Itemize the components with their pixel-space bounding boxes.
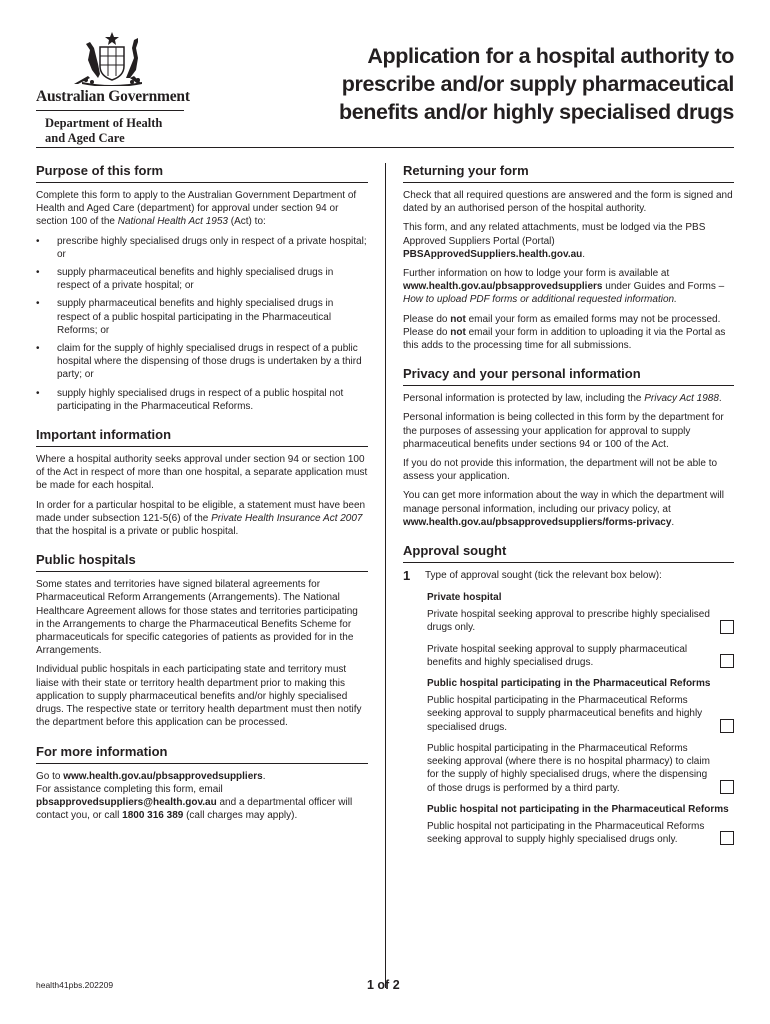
coat-of-arms-icon bbox=[68, 30, 156, 86]
document-title-line3: benefits and/or highly specialised drugs bbox=[339, 100, 734, 124]
page-number: 1 of 2 bbox=[367, 978, 400, 992]
purpose-item-text: supply highly specialised drugs in respect of a public hospital not participating in the Pharmaceutical Reforms. bbox=[57, 387, 344, 412]
important-section bbox=[36, 427, 368, 538]
guide-title: How to upload PDF forms or additional requested information. bbox=[403, 294, 677, 306]
purpose-list-item bbox=[36, 266, 368, 292]
public-paragraph-1: Some states and territories have signed bilateral agreements for Pharmaceutical Reform Arrangements (Arrangements). The National Healthcare Agreement allows for those states and territories participating in the Arrangements to charge the Pharmaceutical Benefits Scheme for pharmaceuticals for specific categories of patients as provided for in the Arrangements. bbox=[36, 579, 358, 657]
purpose-list bbox=[36, 235, 368, 413]
option-label: Private hospital seeking approval to prescribe highly specialised drugs only. bbox=[427, 609, 710, 634]
section-rule bbox=[36, 446, 368, 447]
important-p2-end: that the hospital is a private or public hospital. bbox=[36, 526, 239, 538]
public-paragraph-2: Individual public hospitals in each participating state and territory must liaise with their state or territory health department prior to making this application to supply pharmaceutical benefits and/or highly specialised drugs. The respective state or territory health department must then notify the department before this application can be processed. bbox=[36, 664, 362, 729]
section-rule bbox=[403, 385, 734, 386]
option-checkbox[interactable] bbox=[720, 719, 734, 733]
more-info-heading: For more information bbox=[36, 743, 168, 759]
approval-options bbox=[427, 591, 734, 846]
bullet: • bbox=[36, 267, 40, 279]
portal-link[interactable]: PBSApprovedSuppliers.health.gov.au bbox=[403, 248, 583, 260]
more-info-section bbox=[36, 744, 368, 823]
important-paragraph-2 bbox=[36, 499, 368, 539]
privacy-paragraph-1 bbox=[403, 392, 734, 405]
privacy-link[interactable]: www.health.gov.au/pbsapprovedsuppliers/forms-privacy bbox=[403, 516, 672, 528]
purpose-item-text: prescribe highly specialised drugs only in respect of a private hospital; or bbox=[57, 235, 367, 260]
purpose-heading: Purpose of this form bbox=[36, 163, 164, 178]
privacy-paragraph-3: If you do not provide this information, the department will not be able to assess your application. bbox=[403, 458, 718, 483]
option-checkbox[interactable] bbox=[720, 654, 734, 668]
returning-p3-mid: under Guides and Forms – bbox=[602, 281, 725, 293]
bullet: • bbox=[36, 343, 40, 355]
option-checkbox[interactable] bbox=[720, 831, 734, 845]
goto-text: Go to bbox=[36, 770, 64, 782]
returning-paragraph-4 bbox=[403, 313, 734, 353]
purpose-list-item bbox=[36, 235, 368, 261]
returning-p4-end: email your form in addition to uploading it via the Portal as this adds to the processing time for all submissions. bbox=[403, 326, 726, 352]
returning-section bbox=[403, 163, 734, 352]
left-column bbox=[36, 163, 368, 836]
returning-p2-end: . bbox=[582, 248, 586, 260]
section-rule bbox=[403, 182, 734, 183]
right-column bbox=[403, 163, 734, 854]
privacy-paragraph-2: Personal information is being collected in this form by the department for the purposes of assessing your application for approval to supply pharmaceutical benefits under sections 94 or 100 of the Act. bbox=[403, 412, 724, 450]
department-name bbox=[45, 116, 186, 146]
logo-divider bbox=[36, 110, 184, 111]
privacy-p4-text: You can get more information about the way in which the department will manage personal information, including our privacy policy, at bbox=[403, 490, 724, 515]
option-label: Public hospital participating in the Pharmaceutical Reforms seeking approval (where there is no hospital pharmacy) to claim for the supply of highly specialised drugs, where the dispensing of those drugs is performed by a third party. bbox=[427, 742, 710, 794]
privacy-p1-end: . bbox=[718, 393, 722, 405]
public-hospitals-section bbox=[36, 552, 368, 729]
approval-heading: Approval sought bbox=[403, 543, 507, 559]
department-name-line2: and Aged Care bbox=[45, 131, 125, 145]
header-divider bbox=[36, 147, 734, 148]
purpose-list-item bbox=[36, 342, 368, 382]
phone-number[interactable]: 1800 316 389 bbox=[122, 810, 184, 822]
section-rule bbox=[403, 562, 734, 563]
public-hospitals-heading: Public hospitals bbox=[36, 552, 136, 568]
important-paragraph-1: Where a hospital authority seeks approval under section 94 or section 100 of the Act in respect of more than one hospital, a separate application must be made for each hospital. bbox=[36, 454, 368, 492]
purpose-item-text: supply pharmaceutical benefits and highly specialised drugs in respect of a public hospital participating in the Pharmaceutical Reforms; or bbox=[57, 298, 334, 336]
returning-paragraph-1: Check that all required questions are answered and the form is signed and dated by an authorised person of the hospital authority. bbox=[403, 190, 733, 215]
option-private-prescribe bbox=[427, 608, 734, 634]
section-rule bbox=[36, 763, 368, 764]
purpose-item-text: claim for the supply of highly specialised drugs in respect of a public hospital where the dispensing of those drugs is undertaken by a third party; or bbox=[57, 343, 362, 381]
email-link[interactable]: pbsapprovedsuppliers@health.gov.au bbox=[36, 796, 217, 808]
group-heading-private: Private hospital bbox=[427, 592, 502, 604]
bullet: • bbox=[36, 387, 40, 399]
option-checkbox[interactable] bbox=[720, 620, 734, 634]
act-name: Private Health Insurance Act 2007 bbox=[211, 512, 363, 524]
document-title-line1: Application for a hospital authority to bbox=[367, 44, 734, 68]
section-rule bbox=[36, 182, 368, 183]
act-name: Privacy Act 1988 bbox=[644, 393, 719, 405]
privacy-p4-end: . bbox=[671, 516, 675, 528]
purpose-list-item bbox=[36, 387, 368, 413]
group-heading-public-participating: Public hospital participating in the Pharmaceutical Reforms bbox=[427, 678, 711, 690]
question-number: 1 bbox=[403, 568, 411, 584]
bullet: • bbox=[36, 298, 40, 310]
privacy-paragraph-4 bbox=[403, 489, 734, 529]
emphasis-not: not bbox=[450, 326, 466, 338]
option-public-not-participating bbox=[427, 820, 734, 846]
question-1 bbox=[403, 569, 734, 583]
group-heading-public-not-participating: Public hospital not participating in the Pharmaceutical Reforms bbox=[427, 803, 729, 815]
returning-paragraph-3 bbox=[403, 267, 734, 307]
department-name-line1: Department of Health bbox=[45, 116, 163, 130]
more-info-text bbox=[36, 770, 368, 823]
contact-text: and a departmental officer will contact you, or call bbox=[36, 796, 353, 822]
bullet: • bbox=[36, 235, 40, 247]
pbs-suppliers-link[interactable]: www.health.gov.au/pbsapprovedsuppliers bbox=[63, 770, 263, 782]
document-title-line2: prescribe and/or supply pharmaceutical bbox=[341, 72, 734, 96]
option-public-participating-third-party bbox=[427, 742, 734, 795]
question-text: Type of approval sought (tick the relevant box below): bbox=[425, 570, 662, 582]
document-title bbox=[294, 42, 734, 126]
privacy-p1-text: Personal information is protected by law, including the bbox=[403, 393, 645, 405]
assist-text: For assistance completing this form, email bbox=[36, 783, 223, 795]
emphasis-not: not bbox=[450, 313, 466, 325]
privacy-heading: Privacy and your personal information bbox=[403, 366, 641, 382]
option-private-supply bbox=[427, 643, 734, 669]
important-p2-text: In order for a particular hospital to be eligible, a statement must have been made under subsection 121-5(6) of the bbox=[36, 499, 366, 524]
government-logo bbox=[36, 30, 190, 146]
returning-p2-text: This form, and any related attachments, must be lodged via the PBS Approved Suppliers Portal (Portal) bbox=[403, 222, 706, 247]
goto-end: . bbox=[262, 770, 266, 782]
pbs-suppliers-link[interactable]: www.health.gov.au/pbsapprovedsuppliers bbox=[403, 281, 603, 293]
government-name: Australian Government bbox=[36, 88, 190, 105]
section-rule bbox=[36, 571, 368, 572]
purpose-intro-text: Complete this form to apply to the Australian Government Department of Health and Aged Care (department) for approval under section 94 or section 100 of the bbox=[36, 190, 357, 228]
purpose-section bbox=[36, 163, 368, 413]
returning-paragraph-2 bbox=[403, 221, 734, 261]
option-label: Private hospital seeking approval to supply pharmaceutical benefits and highly specialised drugs. bbox=[427, 643, 688, 668]
purpose-list-item bbox=[36, 297, 368, 337]
important-heading: Important information bbox=[36, 427, 172, 443]
option-checkbox[interactable] bbox=[720, 780, 734, 794]
act-name: National Health Act 1953 bbox=[117, 216, 228, 228]
returning-heading: Returning your form bbox=[403, 163, 529, 178]
purpose-intro bbox=[36, 189, 368, 229]
column-divider bbox=[385, 163, 386, 988]
contact-end: (call charges may apply). bbox=[183, 810, 298, 822]
option-label: Public hospital not participating in the Pharmaceutical Reforms seeking approval to supply highly specialised drugs only. bbox=[427, 820, 705, 846]
privacy-section bbox=[403, 366, 734, 529]
approval-section bbox=[403, 543, 734, 846]
returning-p4-text: Please do bbox=[403, 313, 451, 325]
returning-p4-mid: email your form as emailed forms may not be processed. Please do bbox=[403, 313, 721, 338]
returning-p3-text: Further information on how to lodge your form is available at bbox=[403, 268, 670, 280]
purpose-intro-end: (Act) to: bbox=[228, 216, 266, 228]
purpose-item-text: supply pharmaceutical benefits and highly specialised drugs in respect of a private hospital; or bbox=[57, 267, 334, 292]
form-code: health41pbs.202209 bbox=[36, 980, 114, 990]
option-public-participating-supply bbox=[427, 694, 734, 734]
option-label: Public hospital participating in the Pharmaceutical Reforms seeking approval to supply pharmaceutical benefits and highly specialised drugs. bbox=[427, 695, 703, 733]
